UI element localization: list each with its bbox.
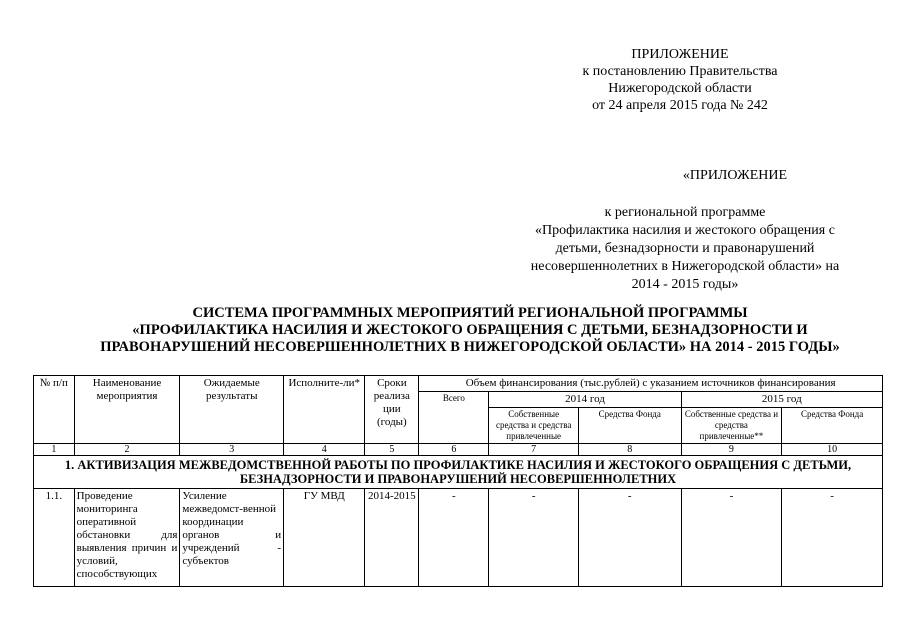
- header-own-funds-2015: Собственные средства и средства привлеченные**: [681, 408, 782, 444]
- table-row: [34, 489, 883, 587]
- column-numbers-row: [34, 444, 883, 456]
- document-title-line: «ПРОФИЛАКТИКА НАСИЛИЯ И ЖЕСТОКОГО ОБРАЩЕНИЯ С ДЕТЬМИ, БЕЗНАДЗОРНОСТИ И: [132, 322, 808, 338]
- row-fund-2015: -: [782, 489, 883, 587]
- appendix-line: от 24 апреля 2015 года № 242: [592, 98, 768, 113]
- header-fund-2014: Средства Фонда: [578, 408, 681, 444]
- column-number: 8: [578, 444, 681, 456]
- program-reference-line: «Профилактика насилия и жестокого обращения с: [535, 223, 835, 238]
- row-total: -: [419, 489, 489, 587]
- program-appendix-reference: [487, 204, 883, 294]
- column-number: 2: [74, 444, 180, 456]
- document-title-line: СИСТЕМА ПРОГРАММНЫХ МЕРОПРИЯТИЙ РЕГИОНАЛЬНОЙ ПРОГРАММЫ: [192, 305, 748, 321]
- row-terms: 2014-2015: [365, 489, 419, 587]
- header-total: Всего: [419, 392, 489, 444]
- row-own-funds-2015: -: [681, 489, 782, 587]
- appendix-title: ПРИЛОЖЕНИЕ: [631, 47, 729, 62]
- row-measure-name: Проведение мониторинга оперативной обстановки для выявления причин и условий, способствующих: [74, 489, 180, 587]
- column-number: 7: [489, 444, 578, 456]
- header-name: Наименование мероприятия: [74, 376, 180, 444]
- column-number: 1: [34, 444, 75, 456]
- program-reference-line: детьми, безнадзорности и правонарушений: [555, 241, 815, 256]
- column-number: 6: [419, 444, 489, 456]
- section-title: 1. АКТИВИЗАЦИЯ МЕЖВЕДОМСТВЕННОЙ РАБОТЫ ПО ПРОФИЛАКТИКЕ НАСИЛИЯ И ЖЕСТОКОГО ОБРАЩЕНИЯ С ДЕТЬМИ, БЕЗНАДЗОРНОСТИ И ПРАВОНАРУШЕНИЙ НЕСОВЕРШЕННОЛЕТНИХ: [34, 456, 883, 489]
- section-row: [34, 456, 883, 489]
- header-row: [34, 376, 883, 392]
- column-number: 9: [681, 444, 782, 456]
- header-terms: Сроки реализа ции (годы): [365, 376, 419, 444]
- row-num: 1.1.: [34, 489, 75, 587]
- program-reference-line: несовершеннолетних в Нижегородской области» на: [530, 259, 840, 274]
- header-num: № п/п: [34, 376, 75, 444]
- program-reference-line: 2014 - 2015 годы»: [631, 277, 739, 292]
- column-number: 4: [284, 444, 365, 456]
- appendix-line: Нижегородской области: [608, 81, 752, 96]
- header-executors: Исполните-ли*: [284, 376, 365, 444]
- document-title: [60, 305, 880, 356]
- row-own-funds-2014: -: [489, 489, 578, 587]
- row-fund-2014: -: [578, 489, 681, 587]
- appendix-line: к постановлению Правительства: [582, 64, 778, 79]
- column-number: 3: [180, 444, 284, 456]
- header-own-funds-2014: Собственные средства и средства привлеченные: [489, 408, 578, 444]
- row-executors: ГУ МВД: [284, 489, 365, 587]
- row-expected-results: Усиление межведомст-венной координации органов и учреждений - субъектов: [180, 489, 284, 587]
- header-year-2015: 2015 год: [681, 392, 882, 408]
- appendix-header: [520, 46, 840, 114]
- header-results: Ожидаемые результаты: [180, 376, 284, 444]
- header-funding: Объем финансирования (тыс.рублей) с указанием источников финансирования: [419, 376, 883, 392]
- header-year-2014: 2014 год: [489, 392, 681, 408]
- program-reference-line: к региональной программе: [604, 205, 766, 220]
- program-measures-table: [33, 375, 883, 587]
- program-appendix-title: «ПРИЛОЖЕНИЕ: [682, 168, 788, 183]
- document-title-line: ПРАВОНАРУШЕНИЙ НЕСОВЕРШЕННОЛЕТНИХ В НИЖЕГОРОДСКОЙ ОБЛАСТИ» НА 2014 - 2015 ГОДЫ»: [100, 339, 840, 355]
- header-fund-2015: Средства Фонда: [782, 408, 883, 444]
- column-number: 5: [365, 444, 419, 456]
- column-number: 10: [782, 444, 883, 456]
